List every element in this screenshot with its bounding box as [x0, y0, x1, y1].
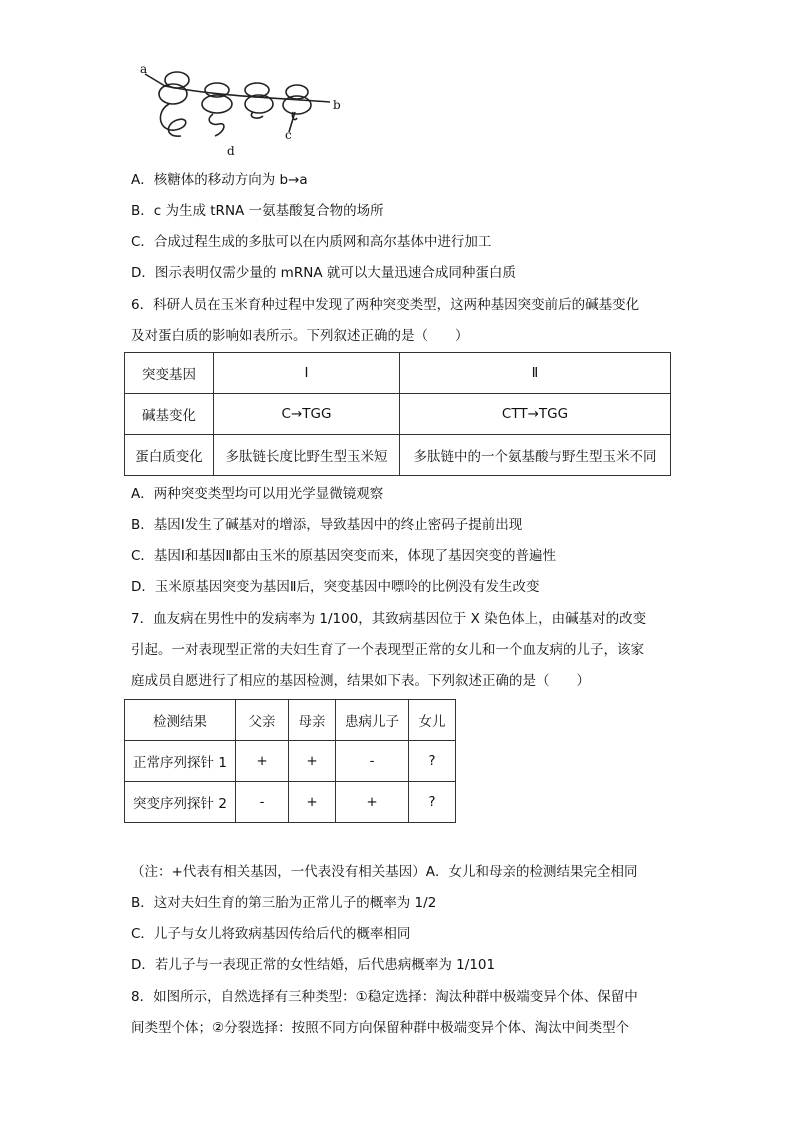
- table-row: [125, 394, 671, 435]
- table-cell: CTT→TGG: [400, 394, 671, 435]
- table-cell: -: [236, 782, 289, 823]
- table-cell: -: [336, 741, 409, 782]
- table-cell: 患病儿子: [336, 700, 409, 741]
- table-cell: 多肽链中的一个氨基酸与野生型玉米不同: [400, 435, 671, 476]
- table-cell: ?: [409, 782, 456, 823]
- table-row: [125, 353, 671, 394]
- q7-option-d: D．若儿子与一表现正常的女性结婚，后代患病概率为 1/101: [131, 957, 496, 973]
- q6-option-b: B．基因Ⅰ发生了碱基对的增添，导致基因中的终止密码子提前出现: [131, 517, 523, 533]
- q6-option-a: A．两种突变类型均可以用光学显微镜观察: [131, 486, 384, 502]
- q6-option-c: C．基因Ⅰ和基因Ⅱ都由玉米的原基因突变而来，体现了基因突变的普遍性: [131, 548, 557, 564]
- table-cell: +: [289, 741, 336, 782]
- label-b: b: [333, 98, 341, 112]
- table-cell: +: [336, 782, 409, 823]
- q5-option-d: D．图示表明仅需少量的 mRNA 就可以大量迅速合成同种蛋白质: [131, 265, 516, 281]
- polysome-diagram: [135, 60, 350, 160]
- table-cell: 蛋白质变化: [125, 435, 214, 476]
- table-cell: +: [236, 741, 289, 782]
- table-cell: 父亲: [236, 700, 289, 741]
- q6-mutation-table: [124, 352, 671, 476]
- table-cell: +: [289, 782, 336, 823]
- q7-stem-line3: 庭成员自愿进行了相应的基因检测，结果如下表。下列叙述正确的是（ ）: [131, 673, 590, 689]
- q5-option-a: A．核糖体的移动方向为 b→a: [131, 172, 308, 188]
- table-cell: 正常序列探针 1: [125, 741, 236, 782]
- q7-option-b: B．这对夫妇生育的第三胎为正常儿子的概率为 1/2: [131, 895, 437, 911]
- label-d: d: [227, 144, 235, 158]
- table-row: [125, 700, 456, 741]
- table-cell: 多肽链长度比野生型玉米短: [214, 435, 400, 476]
- table-row: [125, 782, 456, 823]
- table-cell: ?: [409, 741, 456, 782]
- label-c: c: [285, 128, 292, 142]
- q7-stem-line2: 引起。一对表现型正常的夫妇生育了一个表现型正常的女儿和一个血友病的儿子，该家: [131, 642, 644, 658]
- q8-stem-line1: 8．如图所示，自然选择有三种类型：①稳定选择：淘汰种群中极端变异个体、保留中: [131, 989, 638, 1005]
- table-row: [125, 435, 671, 476]
- table-cell: Ⅰ: [214, 353, 400, 394]
- q7-gene-test-table: [124, 699, 456, 823]
- table-cell: Ⅱ: [400, 353, 671, 394]
- q8-stem-line2: 间类型个体；②分裂选择：按照不同方向保留种群中极端变异个体、淘汰中间类型个: [131, 1020, 630, 1036]
- table-row: [125, 741, 456, 782]
- table-cell: 母亲: [289, 700, 336, 741]
- q7-stem-line1: 7．血友病在男性中的发病率为 1/100，其致病基因位于 X 染色体上，由碱基对的改变: [131, 611, 647, 627]
- table-cell: 突变序列探针 2: [125, 782, 236, 823]
- table-cell: 突变基因: [125, 353, 214, 394]
- table-cell: C→TGG: [214, 394, 400, 435]
- table-cell: 碱基变化: [125, 394, 214, 435]
- q5-option-c: C．合成过程生成的多肽可以在内质网和高尔基体中进行加工: [131, 234, 492, 250]
- table-cell: 检测结果: [125, 700, 236, 741]
- polysome-figure: [135, 60, 350, 160]
- q5-option-b: B．c 为生成 tRNA 一氨基酸复合物的场所: [131, 203, 384, 219]
- q7-note-and-option-a: （注：+代表有相关基因，一代表没有相关基因）A．女儿和母亲的检测结果完全相同: [131, 864, 638, 880]
- q7-option-c: C．儿子与女儿将致病基因传给后代的概率相同: [131, 926, 411, 942]
- table-cell: 女儿: [409, 700, 456, 741]
- label-a: a: [140, 62, 148, 76]
- q6-stem-line2: 及对蛋白质的影响如表所示。下列叙述正确的是（ ）: [131, 328, 469, 344]
- q6-stem-line1: 6．科研人员在玉米育种过程中发现了两种突变类型，这两种基因突变前后的碱基变化: [131, 297, 640, 313]
- q6-option-d: D．玉米原基因突变为基因Ⅱ后，突变基因中嘌呤的比例没有发生改变: [131, 579, 540, 595]
